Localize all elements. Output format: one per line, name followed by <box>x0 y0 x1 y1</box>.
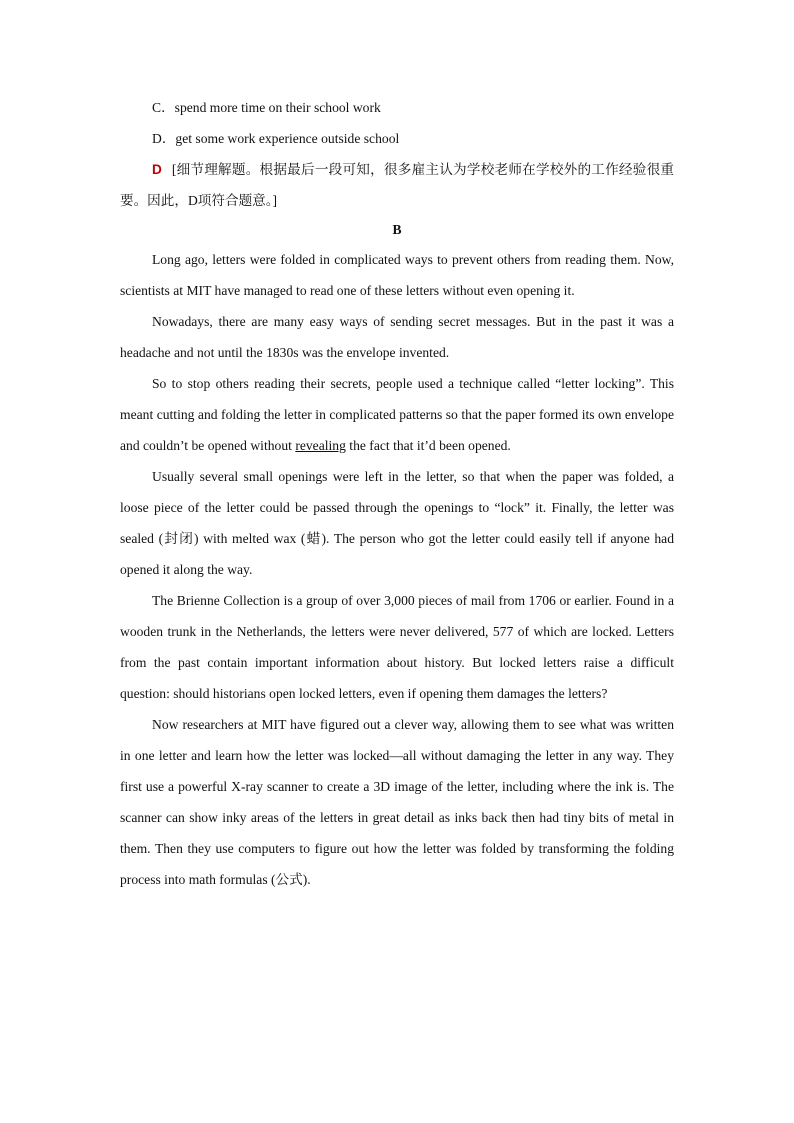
paragraph-6: Now researchers at MIT have figured out a clever way, allowing them to see what was written in one letter and learn how the letter was locked—all without damaging the letter in any way. They first use a powerful X-ray scanner to create a 3D image of the letter, including where the ink is. The scanner can show inky areas of the letters in great detail as inks back then had tiny bits of metal in them. Then they use computers to figure out how the letter was folded by transforming the folding process into math formulas (公式). <box>120 717 674 887</box>
option-d: D．get some work experience outside school <box>152 131 400 146</box>
paragraph-3-part-1: So to stop others reading their secrets, people used a technique called “letter locking”. This meant cutting and folding the letter in complicated patterns so that the paper formed its own envelope and couldn’t be opened without <box>120 376 674 453</box>
answer-explanation: [细节理解题。根据最后一段可知，很多雇主认为学校老师在学校外的工作经验很重要。因此，D项符合题意。] <box>120 162 674 208</box>
paragraph-4: Usually several small openings were left in the letter, so that when the paper was folded, a loose piece of the letter could be passed through the openings to “lock” it. Finally, the letter was sealed (封闭) with melted wax (蜡). The person who got the letter could easily tell if anyone had opened it along the way. <box>120 469 674 577</box>
document-page <box>120 92 674 895</box>
paragraph-5: The Brienne Collection is a group of over 3,000 pieces of mail from 1706 or earlier. Found in a wooden trunk in the Netherlands, the letters were never delivered, 577 of which are locked. Letters from the past contain important information about history. But locked letters raise a difficult question: should historians open locked letters, even if opening them damages the letters? <box>120 593 674 701</box>
option-c: C．spend more time on their school work <box>152 100 381 115</box>
answer-explanation-block <box>120 154 674 216</box>
answer-letter: D <box>152 162 162 177</box>
paragraph-3-part-2: the fact that it’d been opened. <box>345 438 511 453</box>
underlined-word-revealing: revealing <box>295 438 346 453</box>
paragraph-2: Nowadays, there are many easy ways of sending secret messages. But in the past it was a headache and not until the 1830s was the envelope invented. <box>120 314 674 360</box>
paragraph-1: Long ago, letters were folded in complicated ways to prevent others from reading them. Now, scientists at MIT have managed to read one of these letters without even opening it. <box>120 252 674 298</box>
paragraph-3 <box>120 368 674 461</box>
passage-title: B <box>392 222 402 237</box>
